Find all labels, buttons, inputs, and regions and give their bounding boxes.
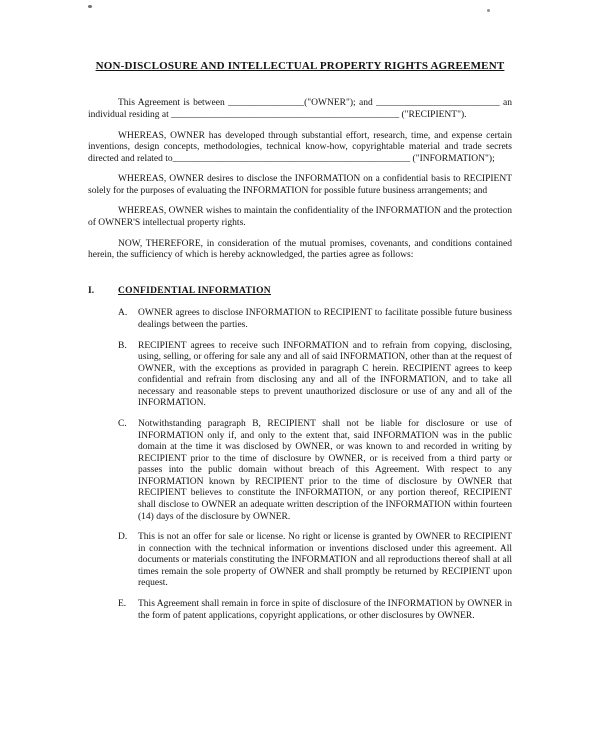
whereas-paragraph-development: WHEREAS, OWNER has developed through substantial effort, research, time, and expense certain inventions, design concepts, methodologies, technical know-how, copyrightable material and trade secrets directed and related to__________________________________________________ ("INFORMATION"); <box>88 130 512 164</box>
item-label: E. <box>118 599 127 610</box>
item-text: RECIPIENT agrees to receive such INFORMATION and to refrain from copying, disclosing, using, selling, or offering for sale any and all of said INFORMATION, other than at the request of OWNER, with the exceptions as provided in paragraph C herein. RECIPIENT agrees to keep confidential and refrain from disclosing any and all of the INFORMATION, and to take all necessary and reasonable steps to prevent unauthorized disclosure or use of any and all of the INFORMATION. <box>138 340 512 409</box>
item-text: OWNER agrees to disclose INFORMATION to RECIPIENT to facilitate possible future business dealings between the parties. <box>138 308 512 330</box>
section-number: I. <box>88 285 95 296</box>
item-label: C. <box>118 418 127 429</box>
item-label: D. <box>118 532 128 543</box>
list-item-b <box>118 341 512 410</box>
whereas-paragraph-confidentiality: WHEREAS, OWNER wishes to maintain the confidentiality of the INFORMATION and the protection of OWNER'S intellectual property rights. <box>88 206 512 229</box>
item-text: Notwithstanding paragraph B, RECIPIENT shall not be liable for disclosure or use of INFORMATION only if, and only to the extent that, said INFORMATION was in the public domain at the time it was disclosed by OWNER, or was known to and recorded in writing by RECIPIENT prior to the time of disclosure by OWNER, or is received from a third party or passes into the public domain without breach of this Agreement. With respect to any INFORMATION known by RECIPIENT prior to the time of disclosure by OWNER that RECIPIENT believes to constitute the INFORMATION, or any portion thereof, RECIPIENT shall disclose to OWNER an adequate written description of the INFORMATION within fourteen (14) days of the disclosure by OWNER. <box>138 418 512 522</box>
list-item-c <box>118 419 512 523</box>
item-text: This is not an offer for sale or license. No right or license is granted by OWNER to RECIPIENT in connection with the technical information or inventions disclosed under this agreement. All documents or materials constituting the INFORMATION and all reproductions thereof shall at all times remain the sole property of OWNER and shall promptly be returned by RECIPIENT upon request. <box>138 532 512 589</box>
now-therefore-paragraph: NOW, THEREFORE, in consideration of the mutual promises, covenants, and conditions contained herein, the sufficiency of which is hereby acknowledged, the parties agree as follows: <box>88 238 512 261</box>
item-label: A. <box>118 308 128 319</box>
list-item-d <box>118 532 512 590</box>
section-heading <box>88 286 512 298</box>
whereas-paragraph-disclosure: WHEREAS, OWNER desires to disclose the INFORMATION on a confidential basis to RECIPIENT solely for the purposes of evaluating the INFORMATION for possible future business arrangements; and <box>88 174 512 196</box>
document-title: NON-DISCLOSURE AND INTELLECTUAL PROPERTY RIGHTS AGREEMENT <box>95 60 505 72</box>
intro-paragraph-parties: This Agreement is between ________________("OWNER"); and __________________________ an individual residing at ________________________________________________ ("RECIPIENT"). <box>88 98 512 120</box>
section-title: CONFIDENTIAL INFORMATION <box>118 285 271 296</box>
list-item-a <box>118 308 512 331</box>
list-item-e <box>118 599 512 622</box>
item-label: B. <box>118 340 127 351</box>
section-confidential-information <box>88 286 512 622</box>
item-text: This Agreement shall remain in force in spite of disclosure of the INFORMATION by OWNER in the form of patent applications, copyright applications, or other disclosures by OWNER. <box>138 599 512 621</box>
